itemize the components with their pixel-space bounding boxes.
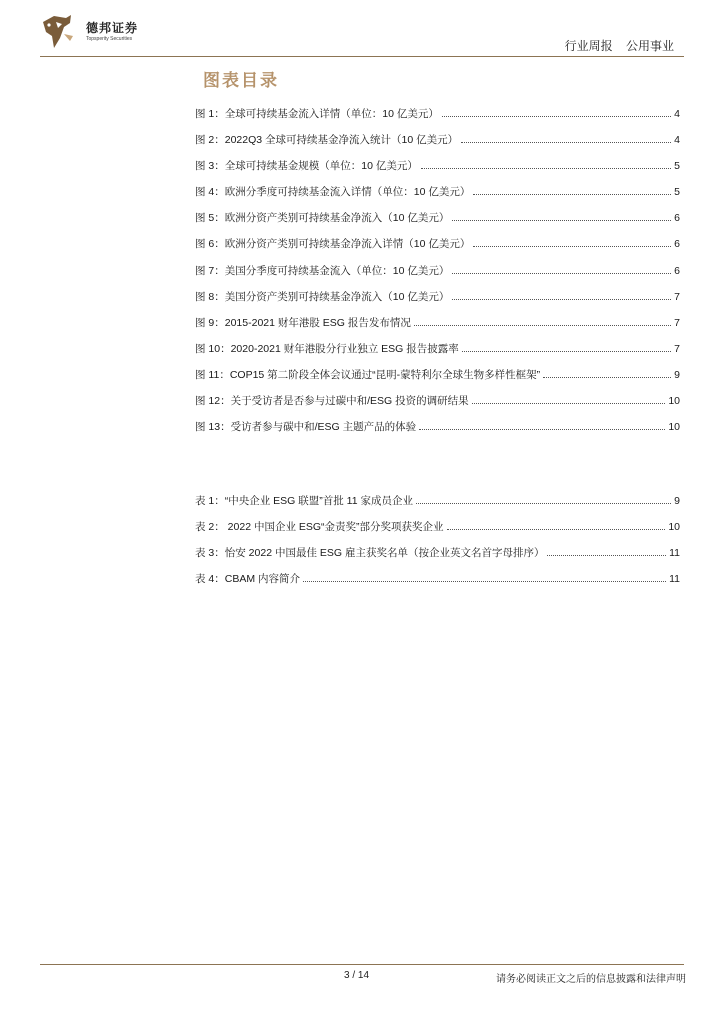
toc-entry[interactable] [195,571,680,597]
header-divider [40,56,684,57]
toc-entry-label: 表 3：怡安 2022 中国最佳 ESG 雇主获奖名单（按企业英文名首字母排序） [195,547,545,560]
logo-english-name: Topsperity Securities [86,36,133,42]
dot-leader [462,342,671,352]
dot-leader [416,494,671,504]
toc-entry-page: 9 [674,495,680,507]
toc-entry-page: 5 [674,186,680,199]
toc-entry-page: 4 [674,108,680,120]
logo-name: 德邦证券 [86,21,139,35]
header-category [565,37,674,54]
toc-entry[interactable] [195,315,680,341]
toc-entry-page: 7 [674,342,680,355]
toc-entry-label: 图 7：美国分季度可持续基金流入（单位：10 亿美元） [195,264,450,277]
toc-entry[interactable] [195,419,680,445]
dot-leader [547,546,666,556]
toc-entry-label: 图 8：美国分资产类别可持续基金净流入（10 亿美元） [195,290,450,303]
toc-entry[interactable] [195,519,680,545]
toc-entry-page: 6 [674,238,680,251]
figure-list [195,106,680,445]
dot-leader [473,237,671,247]
toc-entry-page: 4 [674,134,680,147]
page-number: 3 / 14 [344,970,370,981]
dot-leader [442,107,671,117]
toc-entry[interactable] [195,289,680,315]
dot-leader [473,185,671,195]
toc-entry-label: 图 2：2022Q3 全球可持续基金净流入统计（10 亿美元） [195,134,459,147]
toc-entry-label: 图 11：COP15 第二阶段全体会议通过“昆明-蒙特利尔全球生物多样性框架” [195,368,541,381]
toc-entry[interactable] [195,236,680,262]
dot-leader [303,572,666,582]
toc-entry-label: 图 13：受访者参与碳中和/ESG 主题产品的体验 [195,421,417,434]
table-list [195,493,680,597]
toc-entry[interactable] [195,493,680,519]
dot-leader [452,264,671,274]
toc-entry[interactable] [195,184,680,210]
toc-entry[interactable] [195,545,680,571]
toc-entry[interactable] [195,263,680,289]
toc-entry[interactable] [195,210,680,236]
toc-entry-label: 图 10：2020-2021 财年港股分行业独立 ESG 报告披露率 [195,342,459,355]
dot-leader [461,133,671,143]
company-logo [40,14,150,50]
toc-entry-label: 图 12：关于受访者是否参与过碳中和/ESG 投资的调研结果 [195,395,469,408]
footer-divider [40,964,684,965]
toc-entry-page: 6 [674,212,680,225]
toc-entry-page: 10 [668,395,680,408]
toc-entry[interactable] [195,132,680,158]
toc-entry-label: 图 1：全球可持续基金流入详情（单位：10 亿美元） [195,108,439,120]
legal-disclaimer: 请务必阅读正文之后的信息披露和法律声明 [496,974,686,985]
toc-entry[interactable] [195,341,680,367]
dot-leader [543,368,671,378]
toc-entry-page: 5 [674,160,680,173]
toc-entry-label: 图 9：2015-2021 财年港股 ESG 报告发布情况 [195,316,411,329]
toc-entry-label: 表 1：“中央企业 ESG 联盟”首批 11 家成员企业 [195,495,413,507]
report-type: 行业周报 [564,39,613,53]
dot-leader [419,420,665,430]
toc-entry-page: 11 [669,573,680,586]
logo-emblem-icon [40,14,80,50]
dot-leader [452,290,671,300]
toc-entry-page: 6 [674,264,680,277]
toc-entry-label: 图 5：欧洲分资产类别可持续基金净流入（10 亿美元） [195,212,450,225]
toc-entry-label: 图 6：欧洲分资产类别可持续基金净流入详情（10 亿美元） [195,238,471,251]
toc-entry-page: 10 [668,421,680,434]
toc-title: 图表目录 [203,71,279,90]
toc-entry-page: 10 [668,521,680,534]
toc-entry-page: 11 [669,547,680,560]
toc-entry-label: 表 2： 2022 中国企业 ESG“金责奖”部分奖项获奖企业 [195,521,444,534]
dot-leader [452,211,671,221]
toc-entry[interactable] [195,393,680,419]
toc-entry[interactable] [195,367,680,393]
dot-leader [414,316,671,326]
dot-leader [472,394,666,404]
toc-entry-page: 9 [674,368,680,381]
toc-entry-label: 图 4：欧洲分季度可持续基金流入详情（单位：10 亿美元） [195,186,471,199]
toc-entry-page: 7 [674,316,680,329]
toc-entry[interactable] [195,158,680,184]
dot-leader [421,159,671,169]
toc-entry-label: 表 4：CBAM 内容简介 [195,573,301,586]
dot-leader [447,520,666,530]
toc-entry-label: 图 3：全球可持续基金规模（单位：10 亿美元） [195,160,418,173]
sector-label: 公用事业 [625,39,674,53]
toc-entry[interactable] [195,106,680,132]
toc-entry-page: 7 [674,290,680,303]
